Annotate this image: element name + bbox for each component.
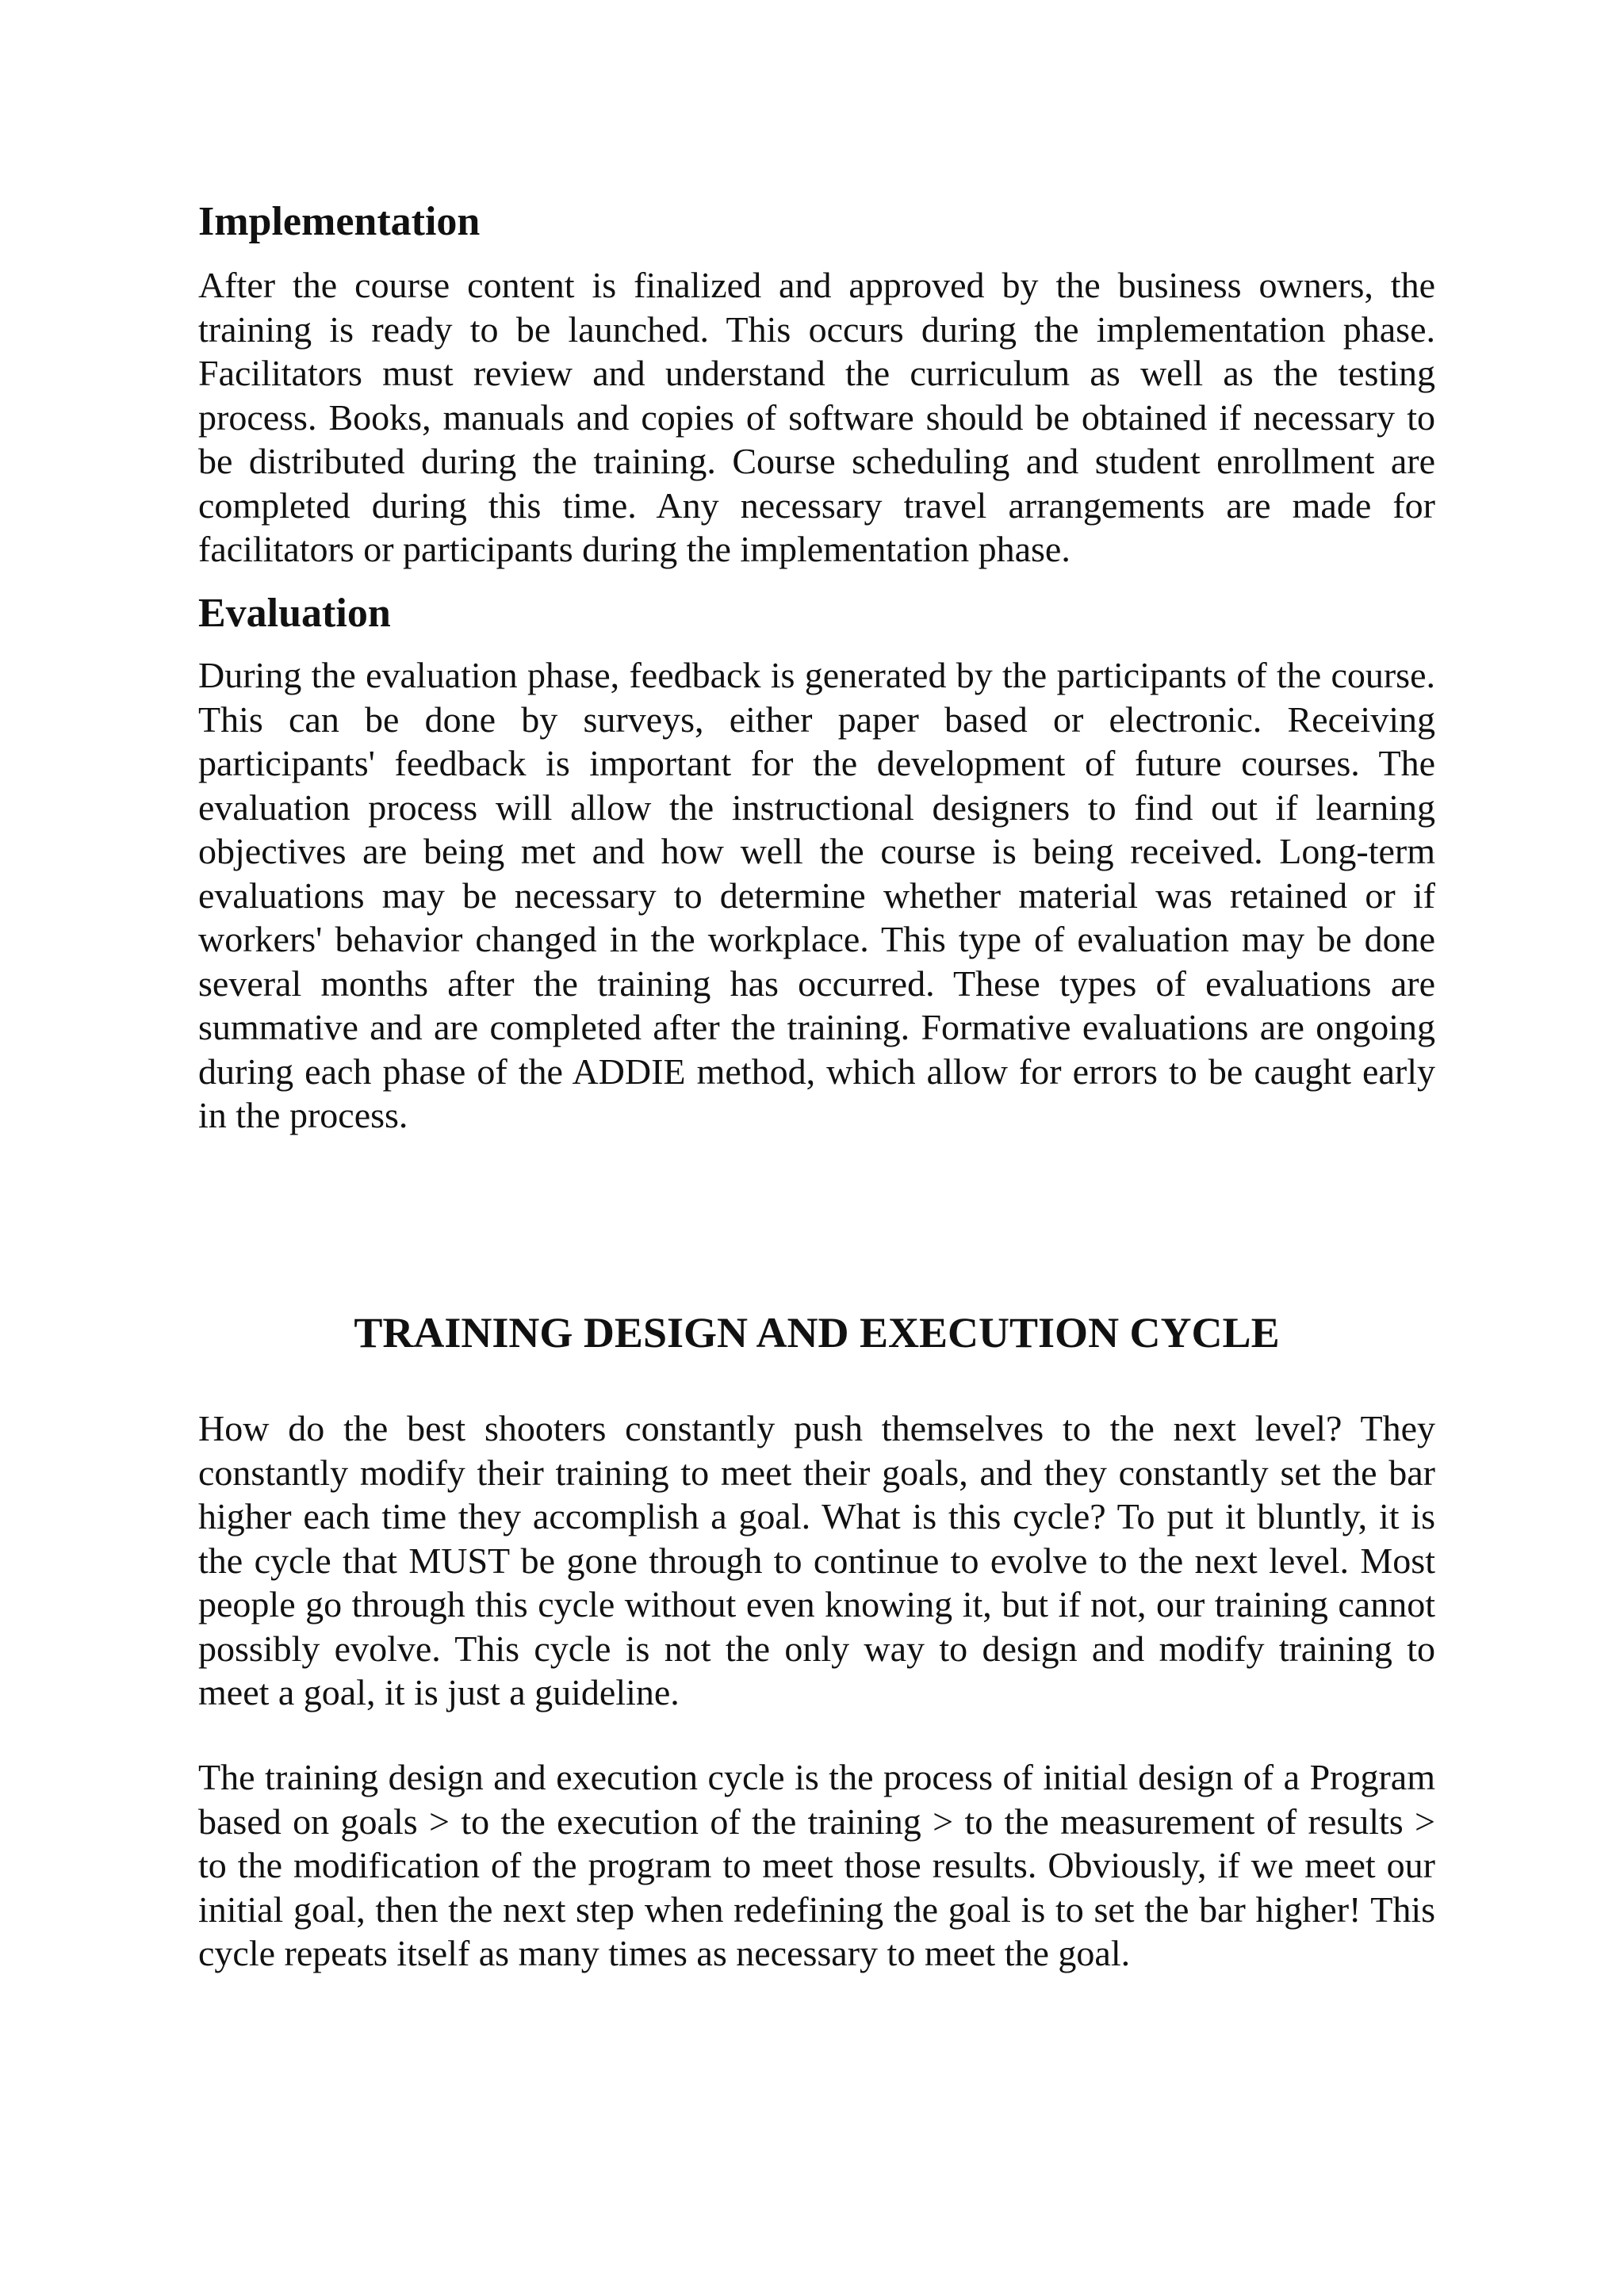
cycle-paragraph-1: How do the best shooters constantly push themselves to the next level? They constantly modify their training to meet their goals, and they constantly set the bar higher each time they accomplish a goal. What is this cycle? To put it bluntly, it is the cycle that MUST be gone through to continue to evolve to the next level. Most people go through this cycle without even knowing it, but if not, our training cannot possibly evolve. This cycle is not the only way to design and modify training to meet a goal, it is just a guideline. [198, 1408, 1435, 1712]
implementation-paragraph: After the course content is finalized and approved by the business owners, the training is ready to be launched. This occurs during the implementation phase. Facilitators must review and understand the curriculum as well as the testing process. Books, manuals and copies of software should be obtained if necessary to be distributed during the training. Course scheduling and student enrollment are completed during this time. Any necessary travel arrangements are made for facilitators or participants during the implementation phase. [198, 265, 1435, 569]
cycle-title: TRAINING DESIGN AND EXECUTION CYCLE [354, 1309, 1280, 1357]
evaluation-paragraph: During the evaluation phase, feedback is generated by the participants of the course. This can be done by surveys, either paper based or electronic. Receiving participants' feedback is important for the development of future courses. The evaluation process will allow the instructional designers to find out if learning objectives are being met and how well the course is being received. Long-term evaluations may be necessary to determine whether material was retained or if workers' behavior changed in the workplace. This type of evaluation may be done several months after the training has occurred. These types of evaluations are summative and are completed after the training. Formative evaluations are ongoing during each phase of the ADDIE method, which allow for errors to be caught early in the process. [198, 655, 1435, 1135]
evaluation-heading: Evaluation [198, 591, 391, 636]
implementation-heading: Implementation [198, 199, 481, 244]
cycle-paragraph-2: The training design and execution cycle is the process of initial design of a Program based on goals > to the execution of the training > to the measurement of results > to the modification of the program to meet those results. Obviously, if we meet our initial goal, then the next step when redefining the goal is to set the bar higher! This cycle repeats itself as many times as necessary to meet the goal. [198, 1757, 1435, 1973]
